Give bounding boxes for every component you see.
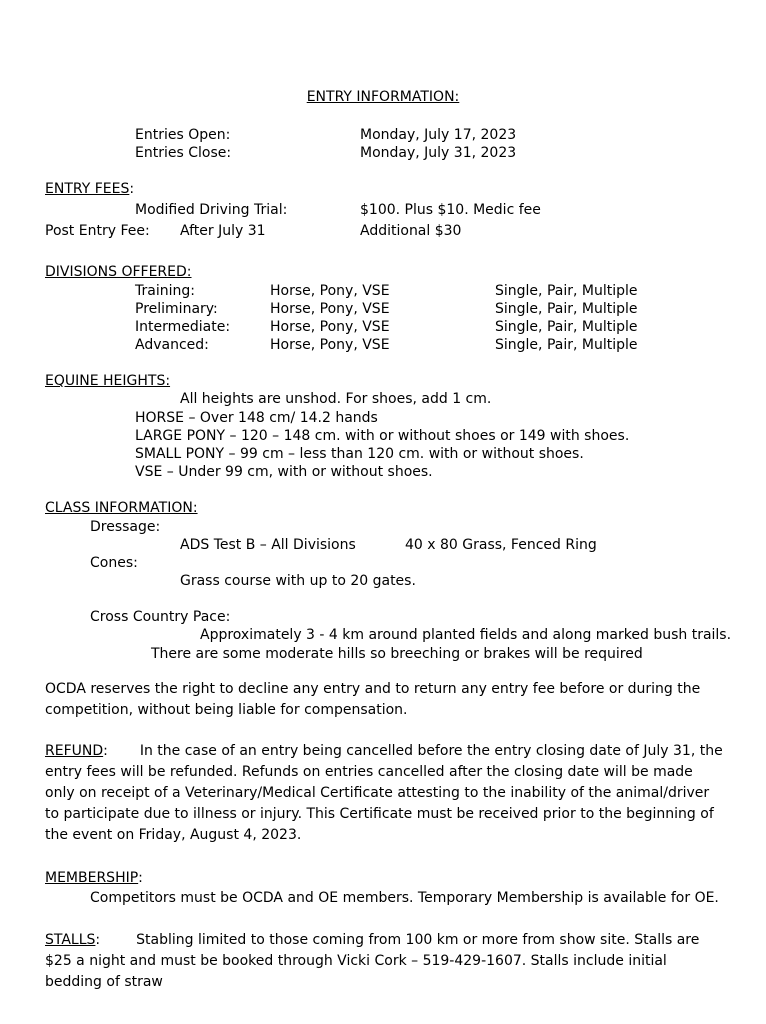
cones-label: Cones:	[90, 555, 138, 571]
division-equines: Horse, Pony, VSE	[270, 283, 390, 299]
refund-heading: REFUND	[45, 743, 104, 759]
height-large-pony: LARGE PONY – 120 – 148 cm. with or without shoes or 149 with shoes.	[135, 428, 630, 444]
cross-country-label: Cross Country Pace:	[90, 609, 231, 625]
entry-fees-heading	[45, 180, 134, 198]
division-name: Training:	[135, 283, 195, 299]
page-title-text: ENTRY INFORMATION:	[306, 89, 460, 105]
division-equines: Horse, Pony, VSE	[270, 319, 390, 335]
division-name: Intermediate:	[135, 319, 231, 335]
post-entry-fee-date: After July 31	[180, 223, 266, 239]
dressage-label: Dressage:	[90, 519, 161, 535]
cones-description: Grass course with up to 20 gates.	[180, 573, 416, 589]
height-small-pony: SMALL PONY – 99 cm – less than 120 cm. with or without shoes.	[135, 446, 584, 462]
refund-section	[45, 741, 725, 846]
stalls-text: Stabling limited to those coming from 100 km or more from show site. Stalls are $25 a night and must be booked through Vicki Cork – 519-429-1607. Stalls include initial bedding of straw	[45, 932, 700, 990]
trial-fee-value: $100. Plus $10. Medic fee	[360, 202, 541, 218]
divisions-heading: DIVISIONS OFFERED:	[45, 264, 192, 280]
trial-fee-label: Modified Driving Trial:	[135, 202, 288, 218]
post-entry-fee-label: Post Entry Fee:	[45, 223, 150, 239]
dressage-test: ADS Test B – All Divisions	[180, 537, 356, 553]
refund-heading-colon: :	[103, 743, 108, 759]
class-info-heading: CLASS INFORMATION:	[45, 500, 198, 516]
ocda-notice: OCDA reserves the right to decline any entry and to return any entry fee before or during the competition, without being liable for compensation.	[45, 681, 701, 718]
entries-open-value: Monday, July 17, 2023	[360, 127, 517, 143]
stalls-heading-colon: :	[95, 932, 101, 948]
membership-text: Competitors must be OCDA and OE members. Temporary Membership is available for OE.	[90, 890, 719, 906]
page-title	[0, 89, 766, 105]
division-equines: Horse, Pony, VSE	[270, 301, 390, 317]
heights-note: All heights are unshod. For shoes, add 1 cm.	[180, 391, 492, 407]
division-name: Preliminary:	[135, 301, 218, 317]
entry-fees-heading-colon: :	[129, 181, 135, 197]
refund-text: In the case of an entry being cancelled before the entry closing date of July 31, the entry fees will be refunded. Refunds on entries cancelled after the closing date will be made only on receipt of a Veterinary/Medical Certificate attesting to the inability of the animal/driver to participate due to illness or injury. This Certificate must be received prior to the beginning of the event on Friday, August 4, 2023.	[45, 743, 723, 843]
membership-heading-text: MEMBERSHIP	[45, 870, 139, 886]
heights-heading: EQUINE HEIGHTS:	[45, 373, 171, 389]
post-entry-fee-value: Additional $30	[360, 223, 462, 239]
division-turnouts: Single, Pair, Multiple	[495, 319, 638, 335]
membership-heading	[45, 869, 143, 887]
entry-fees-heading-text: ENTRY FEES	[45, 181, 130, 197]
entries-open-label: Entries Open:	[135, 127, 231, 143]
division-turnouts: Single, Pair, Multiple	[495, 337, 638, 353]
height-horse: HORSE – Over 148 cm/ 14.2 hands	[135, 410, 378, 426]
cross-country-line2: There are some moderate hills so breeching or brakes will be required	[151, 646, 643, 662]
height-vse: VSE – Under 99 cm, with or without shoes.	[135, 464, 433, 480]
division-name: Advanced:	[135, 337, 209, 353]
entries-close-label: Entries Close:	[135, 145, 232, 161]
dressage-ring: 40 x 80 Grass, Fenced Ring	[405, 537, 597, 553]
stalls-heading: STALLS	[45, 932, 96, 948]
division-turnouts: Single, Pair, Multiple	[495, 301, 638, 317]
division-equines: Horse, Pony, VSE	[270, 337, 390, 353]
cross-country-line1: Approximately 3 - 4 km around planted fields and along marked bush trails.	[200, 627, 732, 643]
membership-heading-colon: :	[138, 870, 143, 886]
stalls-section	[45, 930, 725, 993]
division-turnouts: Single, Pair, Multiple	[495, 283, 638, 299]
entries-close-value: Monday, July 31, 2023	[360, 145, 517, 161]
